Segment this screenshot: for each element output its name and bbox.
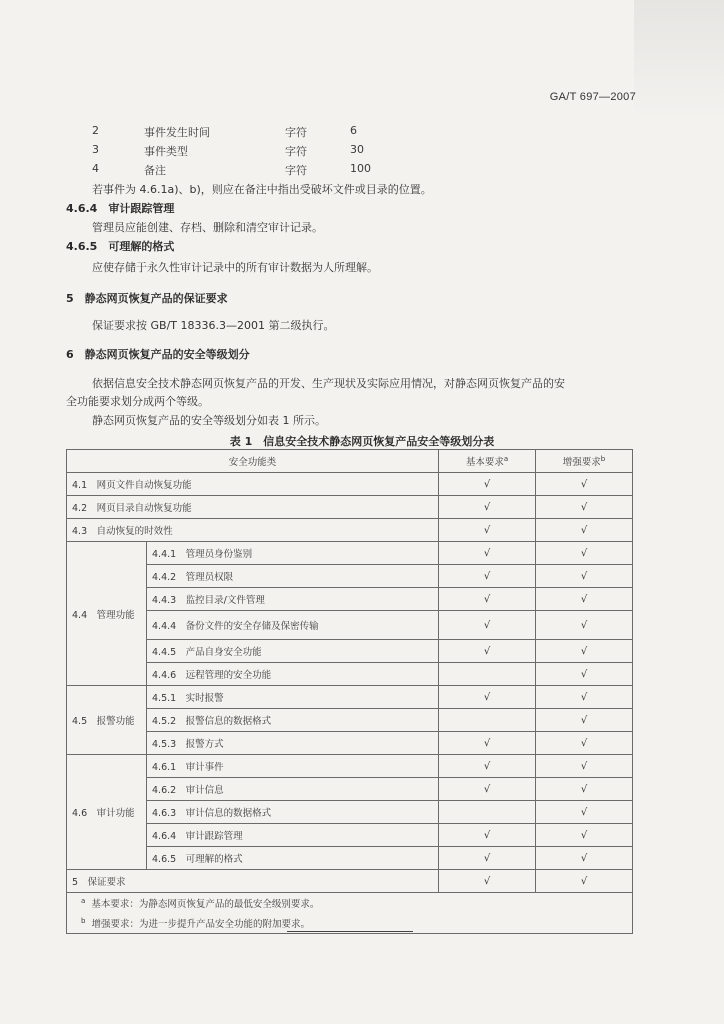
table-row: 5 保证要求 √ √ <box>67 870 633 893</box>
section-6-para2: 静态网页恢复产品的安全等级划分如表 1 所示。 <box>92 414 326 427</box>
document-code: GA/T 697—2007 <box>549 91 636 103</box>
section-6-heading: 6 静态网页恢复产品的安全等级划分 <box>66 348 250 361</box>
table-row: 4.5.3 报警方式 √ √ <box>67 732 633 755</box>
table-caption: 表 1 信息安全技术静态网页恢复产品安全等级划分表 <box>229 435 495 448</box>
table-row: 4.4.5 产品自身安全功能 √ √ <box>67 640 633 663</box>
section-5-body: 保证要求按 GB/T 18336.3—2001 第二级执行。 <box>92 319 335 332</box>
table-row: 4.6.3 审计信息的数据格式 √ <box>67 801 633 824</box>
table-row: 4.1 网页文件自动恢复功能 √ √ <box>67 473 633 496</box>
security-grade-table <box>66 449 633 934</box>
end-rule <box>287 931 413 932</box>
table-row: 4.4.3 监控目录/文件管理 √ √ <box>67 588 633 611</box>
note-line: 若事件为 4.6.1a)、b)，则应在备注中指出受破坏文件或目录的位置。 <box>92 183 432 196</box>
table-row: 4.4.4 备份文件的安全存储及保密传输 √ √ <box>67 611 633 640</box>
group-label-4-4: 4.4 管理功能 <box>67 542 147 686</box>
group-label-4-6: 4.6 审计功能 <box>67 755 147 870</box>
table-row: 4.5.2 报警信息的数据格式 √ <box>67 709 633 732</box>
table-row: 4.2 网页目录自动恢复功能 √ √ <box>67 496 633 519</box>
table-header-row <box>67 450 633 473</box>
table-row: 4.3 自动恢复的时效性 √ √ <box>67 519 633 542</box>
table-note: $^a$ 基本要求：为静态网页恢复产品的最低安全级别要求。 <box>67 893 633 914</box>
section-4-6-5-body: 应使存储于永久性审计记录中的所有审计数据为人所理解。 <box>92 261 378 274</box>
section-4-6-5-heading: 4.6.5 可理解的格式 <box>66 240 175 253</box>
header-func: 安全功能类 <box>67 450 439 473</box>
group-label-4-5: 4.5 报警功能 <box>67 686 147 755</box>
section-6-para1-line2: 全功能要求划分成两个等级。 <box>66 395 209 408</box>
document-page: GA/T 697—2007 2 事件发生时间 字符 6 3 事件类型 字符 30 4 备注 字符 100 若事件为 4.6.1a)、b)，则应在备注中指出受破坏文件或目录的位置。 4.6.4 审计跟踪管理 管理员应能创建、存档、删除和清空审计记录。 4.6.5 可理解的格式 应使存储于永久性审计记录中的所有审计数据为人所理解。 5 静态网页恢复产品的保证要求 保证要求按 GB/T 18336.3—2001 第二级执行。 6 静态网页恢复产品的安全等级划分 依据信息安全技术静态网页恢复产品的开发、生产现状及实际应用情况，对静态网页恢复产品的安 全功能要求划分成两个等级。 静态网页恢复产品的安全等级划分如表 1 所示。 表 1 信息安全技术静态网页恢复产品安全等级划分表 安全功能类 基本要求$^a$ 增强要求$^b$ 4.1 网页文件自动恢复功能 √ √ 4.2 网页目录自动恢复功能 √ √ 4.3 自动恢复的时效性 √ √ 4.4 管理功能 4.4.1 管理员身份鉴别 √ √ 4.4.2 管理员权限 √ √ 4.4.3 监控目录/文件管理 √ √ 4.4.4 备份文件的安全存储及保密传输 √ √ 4.4.5 产品自身安全功能 √ √ 4.4.6 远程管理的安全功能 √ 4.5 报警功能 4.5.1 实时报警 √ √ 4.5.2 报警信息的数据格式 √ 4.5.3 报警方式 √ √ 4.6 审计功能 4.6.1 审计事件 √ √ 4.6.2 审计信息 √ √ 4.6.3 审计信息的数据格式 √ 4.6.4 审计跟踪管理 √ √ 4.6.5 可理解的格式 √ √ 5 保证要求 √ √ $^a$ 基本要求：为静态网页恢复产品的最低安全级别要求。 $^b$ 增强要求：为进一步提升产品安全功能的附加要求。 <box>0 0 724 1024</box>
header-enhanced: 增强要求$^b$ <box>536 450 633 473</box>
table-row: 4.4.2 管理员权限 √ √ <box>67 565 633 588</box>
table-row: 4.5 报警功能 4.5.1 实时报警 √ √ <box>67 686 633 709</box>
header-basic: 基本要求$^a$ <box>439 450 536 473</box>
table-row: 4.4 管理功能 4.4.1 管理员身份鉴别 √ √ <box>67 542 633 565</box>
table-row: 4.6 审计功能 4.6.1 审计事件 √ √ <box>67 755 633 778</box>
table-row: 4.6.5 可理解的格式 √ √ <box>67 847 633 870</box>
table-row: 4.6.2 审计信息 √ √ <box>67 778 633 801</box>
section-4-6-4-heading: 4.6.4 审计跟踪管理 <box>66 202 175 215</box>
section-6-para1-line1: 依据信息安全技术静态网页恢复产品的开发、生产现状及实际应用情况，对静态网页恢复产品的安 <box>92 377 565 390</box>
table-row: 4.4.6 远程管理的安全功能 √ <box>67 663 633 686</box>
scan-shadow <box>634 0 724 120</box>
table-note: $^b$ 增强要求：为进一步提升产品安全功能的附加要求。 <box>67 913 633 934</box>
section-4-6-4-body: 管理员应能创建、存档、删除和清空审计记录。 <box>92 221 323 234</box>
section-5-heading: 5 静态网页恢复产品的保证要求 <box>66 292 228 305</box>
table-row: 4.6.4 审计跟踪管理 √ √ <box>67 824 633 847</box>
